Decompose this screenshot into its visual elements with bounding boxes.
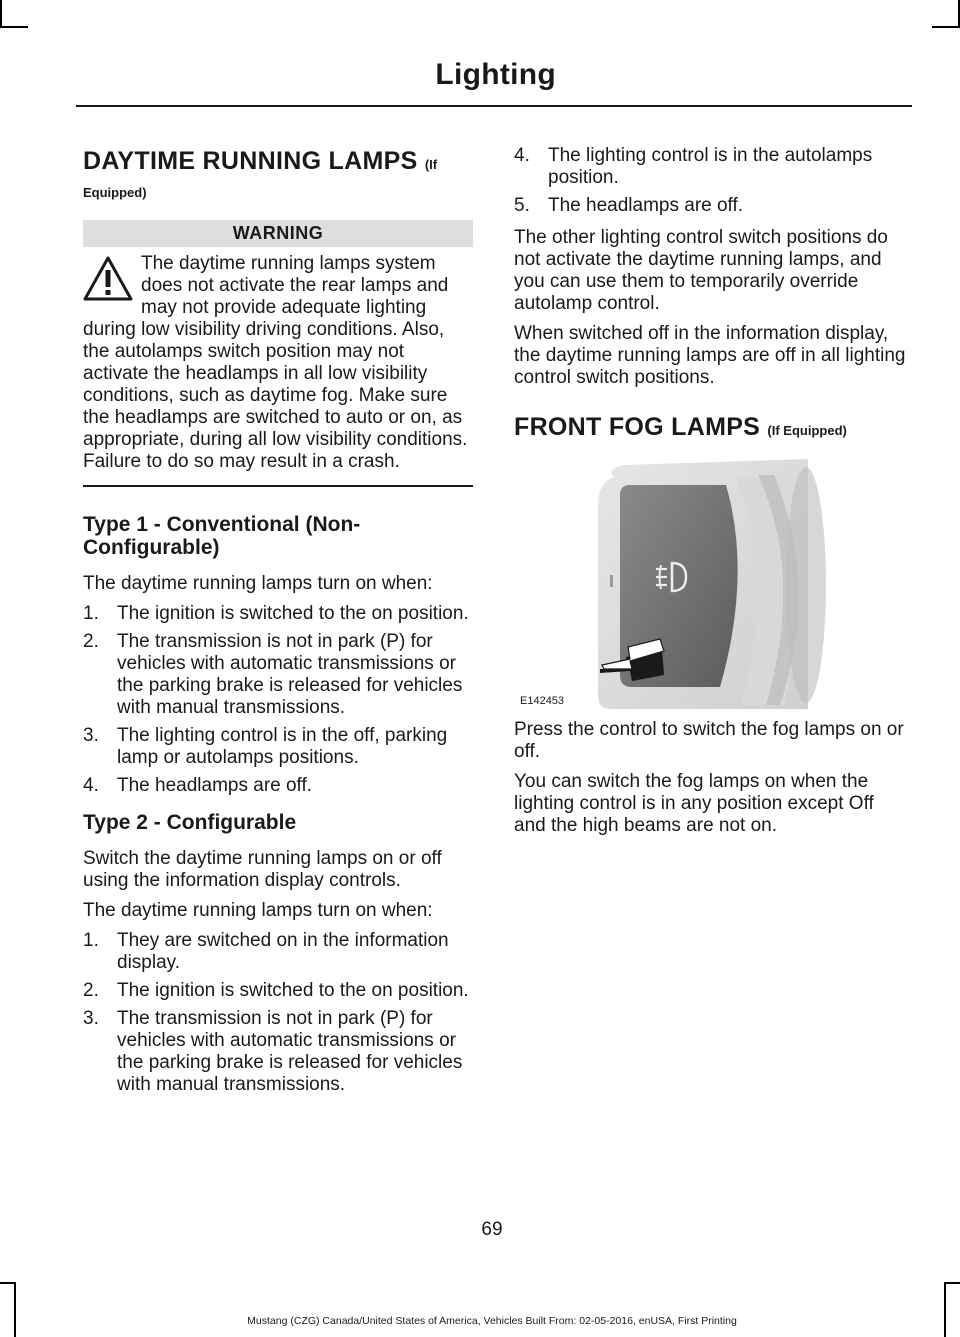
list-item [83, 775, 473, 797]
switched-off-paragraph: When switched off in the information display, the daytime running lamps are off in all lighting control switch positions. [514, 323, 906, 388]
section-title-qualifier: (If Equipped) [767, 423, 847, 438]
warning-triangle-icon [83, 255, 133, 303]
list-item [83, 980, 473, 1002]
list-item-text: The ignition is switched to the on position. [117, 603, 469, 624]
press-control-paragraph: Press the control to switch the fog lamps on or off. [514, 719, 904, 762]
list-item-number: 4. [514, 145, 530, 166]
section-title-note: Equipped) [83, 185, 147, 200]
list-item-text: The transmission is not in park (P) for vehicles with automatic transmissions or the parking brake is released for vehicles with manual transmissions. [117, 631, 463, 718]
right-column [514, 145, 908, 845]
list-item [83, 930, 473, 974]
crop-mark-bottom-right-v [944, 1282, 946, 1337]
type2-paragraph: Switch the daytime running lamps on or off using the information display controls. [83, 848, 442, 891]
type1-heading: Type 1 - Conventional (Non-Configurable) [83, 513, 361, 559]
section-title-daytime-running-lamps [83, 145, 473, 181]
section-title-qualifier: (If [424, 157, 438, 172]
list-item-text: The transmission is not in park (P) for vehicles with automatic transmissions or the parking brake is released for vehicles with manual transmissions. [117, 1008, 463, 1095]
page-header-title: Lighting [435, 58, 556, 91]
list-item-number: 5. [514, 195, 530, 216]
warning-box [83, 253, 473, 473]
section-title-front-fog-lamps [514, 411, 908, 447]
list-item [83, 603, 473, 625]
fog-lamp-control-figure [514, 455, 908, 709]
type1-list [83, 603, 473, 797]
list-item [83, 631, 473, 719]
list-item-number: 2. [83, 631, 99, 652]
list-item-text: The headlamps are off. [117, 775, 313, 796]
list-item-text: The lighting control is in the off, parking lamp or autolamps positions. [117, 725, 448, 768]
override-paragraph: The other lighting control switch positions do not activate the daytime running lamps, and you can use them to temporarily override autolamp control. [514, 227, 888, 314]
fog-condition-paragraph: You can switch the fog lamps on when the lighting control is in any position except Off and the high beams are not on. [514, 771, 874, 836]
warning-text: The daytime running lamps system does not activate the rear lamps and may not provide adequate lighting during low visibility driving conditions. Also, the autolamps switch position may not activate the headlamps in all low visibility conditions, such as daytime fog. Make sure the headlamps are switched to auto or on, as appropriate, during all low visibility conditions. Failure to do so may result in a crash. [83, 253, 468, 472]
list-item-number: 3. [83, 1008, 99, 1029]
list-item-text: The headlamps are off. [548, 195, 744, 216]
crop-mark-bottom-left-v [14, 1282, 16, 1337]
type2-list-continued [514, 145, 908, 217]
list-item-text: The lighting control is in the autolamps position. [548, 145, 873, 188]
section-title-text: FRONT FOG LAMPS [514, 413, 761, 441]
warning-rule [83, 485, 473, 487]
list-item [83, 725, 473, 769]
type2-intro: The daytime running lamps turn on when: [83, 900, 433, 921]
warning-heading: WARNING [83, 220, 473, 247]
fog-lamp-control-illustration [514, 455, 908, 709]
list-item [514, 145, 908, 189]
header-rule [76, 105, 912, 107]
crop-mark-bottom-left-h [0, 1282, 16, 1284]
list-item-number: 3. [83, 725, 99, 746]
list-item [514, 195, 908, 217]
crop-mark-top-right-h [932, 26, 960, 28]
page-footer: Mustang (CZG) Canada/United States of America, Vehicles Built From: 02-05-2016, enUSA, First Printing [247, 1315, 737, 1327]
type2-heading: Type 2 - Configurable [83, 811, 297, 834]
crop-mark-top-left-v [0, 0, 2, 28]
list-item-number: 2. [83, 980, 99, 1001]
figure-code: E142453 [520, 695, 565, 707]
list-item [83, 1008, 473, 1096]
crop-mark-bottom-right-h [944, 1282, 960, 1284]
type2-list [83, 930, 473, 1096]
list-item-number: 4. [83, 775, 99, 796]
section-title-text: DAYTIME RUNNING LAMPS [83, 147, 418, 175]
type1-intro: The daytime running lamps turn on when: [83, 573, 433, 594]
crop-mark-top-left-h [0, 26, 28, 28]
list-item-text: They are switched on in the information display. [117, 930, 449, 973]
page-number: 69 [481, 1219, 503, 1240]
list-item-number: 1. [83, 603, 99, 624]
list-item-text: The ignition is switched to the on position. [117, 980, 469, 1001]
left-column [83, 145, 473, 1106]
list-item-number: 1. [83, 930, 99, 951]
